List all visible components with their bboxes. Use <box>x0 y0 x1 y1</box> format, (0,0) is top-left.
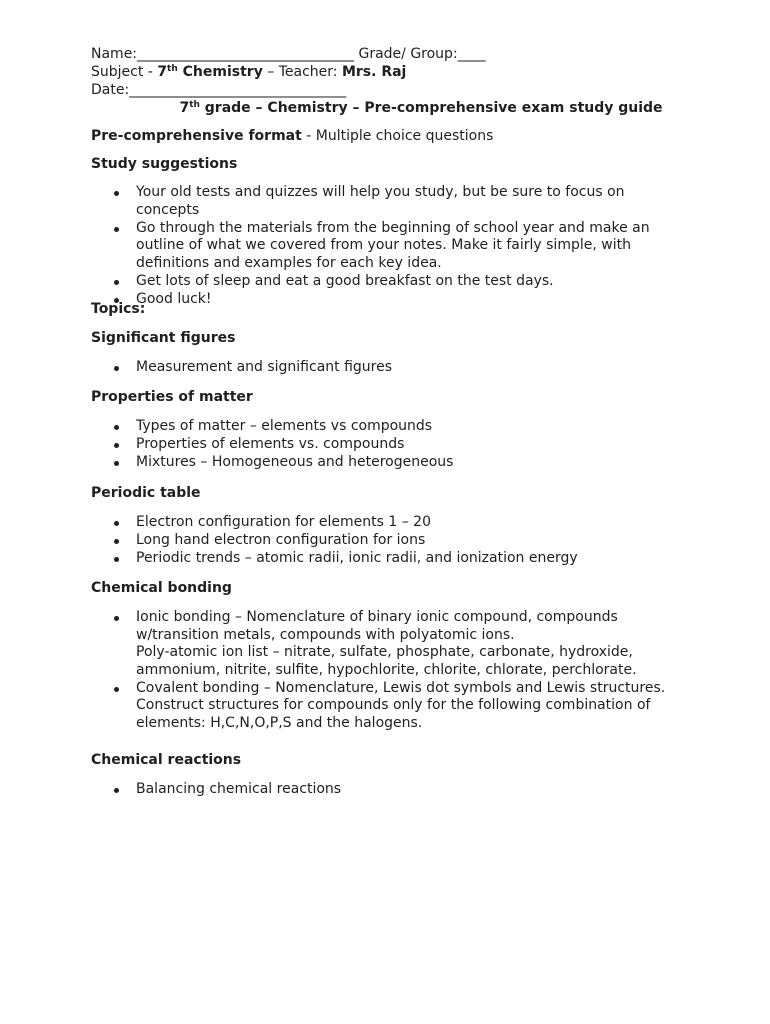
list-item <box>91 514 691 532</box>
properties-of-matter-heading: Properties of matter <box>91 389 253 405</box>
bullet-icon <box>114 687 119 692</box>
list-item-text: Go through the materials from the beginning of school year and make an outline of what we covered from your notes. Make it fairly simple, with definitions and examples for each key idea. <box>136 219 650 271</box>
name-grade-line: Name:_______________________________ Grade/ Group:____ <box>91 46 486 62</box>
list-item <box>91 220 691 273</box>
format-value: - Multiple choice questions <box>301 128 494 144</box>
list-item-text: Electron configuration for elements 1 – 20 <box>136 514 431 530</box>
chemical-reactions-list <box>91 781 691 799</box>
page-title <box>91 100 711 118</box>
date-line: Date:_______________________________ <box>91 82 347 98</box>
list-item-text: Types of matter – elements vs compounds <box>136 418 433 434</box>
subject-teacher-line <box>91 64 711 82</box>
periodic-table-heading: Periodic table <box>91 485 201 501</box>
list-item-text: Balancing chemical reactions <box>136 781 342 797</box>
list-item-text: Periodic trends – atomic radii, ionic radii, and ionization energy <box>136 550 578 566</box>
bullet-icon <box>114 425 119 430</box>
list-item-text: Measurement and significant figures <box>136 359 393 375</box>
chemical-reactions-heading: Chemical reactions <box>91 752 242 768</box>
bullet-icon <box>114 227 119 232</box>
subject-grade-sup: th <box>167 64 178 74</box>
bullet-icon <box>114 539 119 544</box>
list-item <box>91 184 691 219</box>
list-item-text: Good luck! <box>136 290 212 307</box>
list-item <box>91 359 691 377</box>
list-item <box>91 436 691 454</box>
polyatomic-ion-list-text: Poly-atomic ion list – nitrate, sulfate, phosphate, carbonate, hydroxide, ammonium, nitrite, sulfite, hypochlorite, chlorite, chlorate, perchlorate. <box>136 644 637 678</box>
list-item <box>91 454 691 472</box>
bullet-icon <box>114 557 119 562</box>
bullet-icon <box>114 616 119 621</box>
list-item <box>91 532 691 550</box>
format-label: Pre-comprehensive format <box>91 128 302 144</box>
header-block <box>91 46 711 118</box>
study-suggestions-list <box>91 184 691 309</box>
subject-grade-num: 7 <box>157 64 168 80</box>
chemical-bonding-heading: Chemical bonding <box>91 580 232 596</box>
list-item-text: Get lots of sleep and eat a good breakfast on the test days. <box>136 272 554 289</box>
list-item-text: Mixtures – Homogeneous and heterogeneous <box>136 454 454 470</box>
topics-label: Topics: <box>91 301 146 317</box>
list-item <box>91 418 691 436</box>
teacher-prefix: – Teacher: <box>262 64 342 80</box>
list-item <box>91 680 691 733</box>
significant-figures-heading: Significant figures <box>91 330 236 346</box>
properties-of-matter-list <box>91 418 691 472</box>
periodic-table-list <box>91 514 691 568</box>
list-item <box>91 609 691 679</box>
bullet-icon <box>114 521 119 526</box>
list-item-text: Your old tests and quizzes will help you study, but be sure to focus on concepts <box>136 184 625 218</box>
significant-figures-list <box>91 359 691 377</box>
format-line <box>91 128 731 146</box>
list-item-text: Long hand electron configuration for ions <box>136 532 426 548</box>
subject-prefix: Subject - <box>91 64 158 80</box>
title-grade-sup: th <box>189 100 200 110</box>
bullet-icon <box>114 280 119 285</box>
list-item <box>91 273 691 291</box>
bullet-icon <box>114 366 119 371</box>
chemical-bonding-list <box>91 609 691 733</box>
ionic-bonding-text: Ionic bonding – Nomenclature of binary ionic compound, compounds w/transition metals, compounds with polyatomic ions. <box>136 609 618 643</box>
bullet-icon <box>114 461 119 466</box>
list-item <box>91 550 691 568</box>
covalent-bonding-text: Covalent bonding – Nomenclature, Lewis dot symbols and Lewis structures. <box>136 679 666 696</box>
subject-name: Chemistry <box>177 64 263 80</box>
construct-structures-text: Construct structures for compounds only for the following combination of elements: H,C,N,O,P,S and the halogens. <box>136 697 651 731</box>
list-item-text: Properties of elements vs. compounds <box>136 436 405 452</box>
title-rest: grade – Chemistry – Pre-comprehensive exam study guide <box>199 100 663 116</box>
title-grade-num: 7 <box>179 100 190 116</box>
study-suggestions-heading: Study suggestions <box>91 156 238 172</box>
teacher-name: Mrs. Raj <box>341 64 407 80</box>
bullet-icon <box>114 191 119 196</box>
bullet-icon <box>114 788 119 793</box>
list-item <box>91 781 691 799</box>
bullet-icon <box>114 443 119 448</box>
